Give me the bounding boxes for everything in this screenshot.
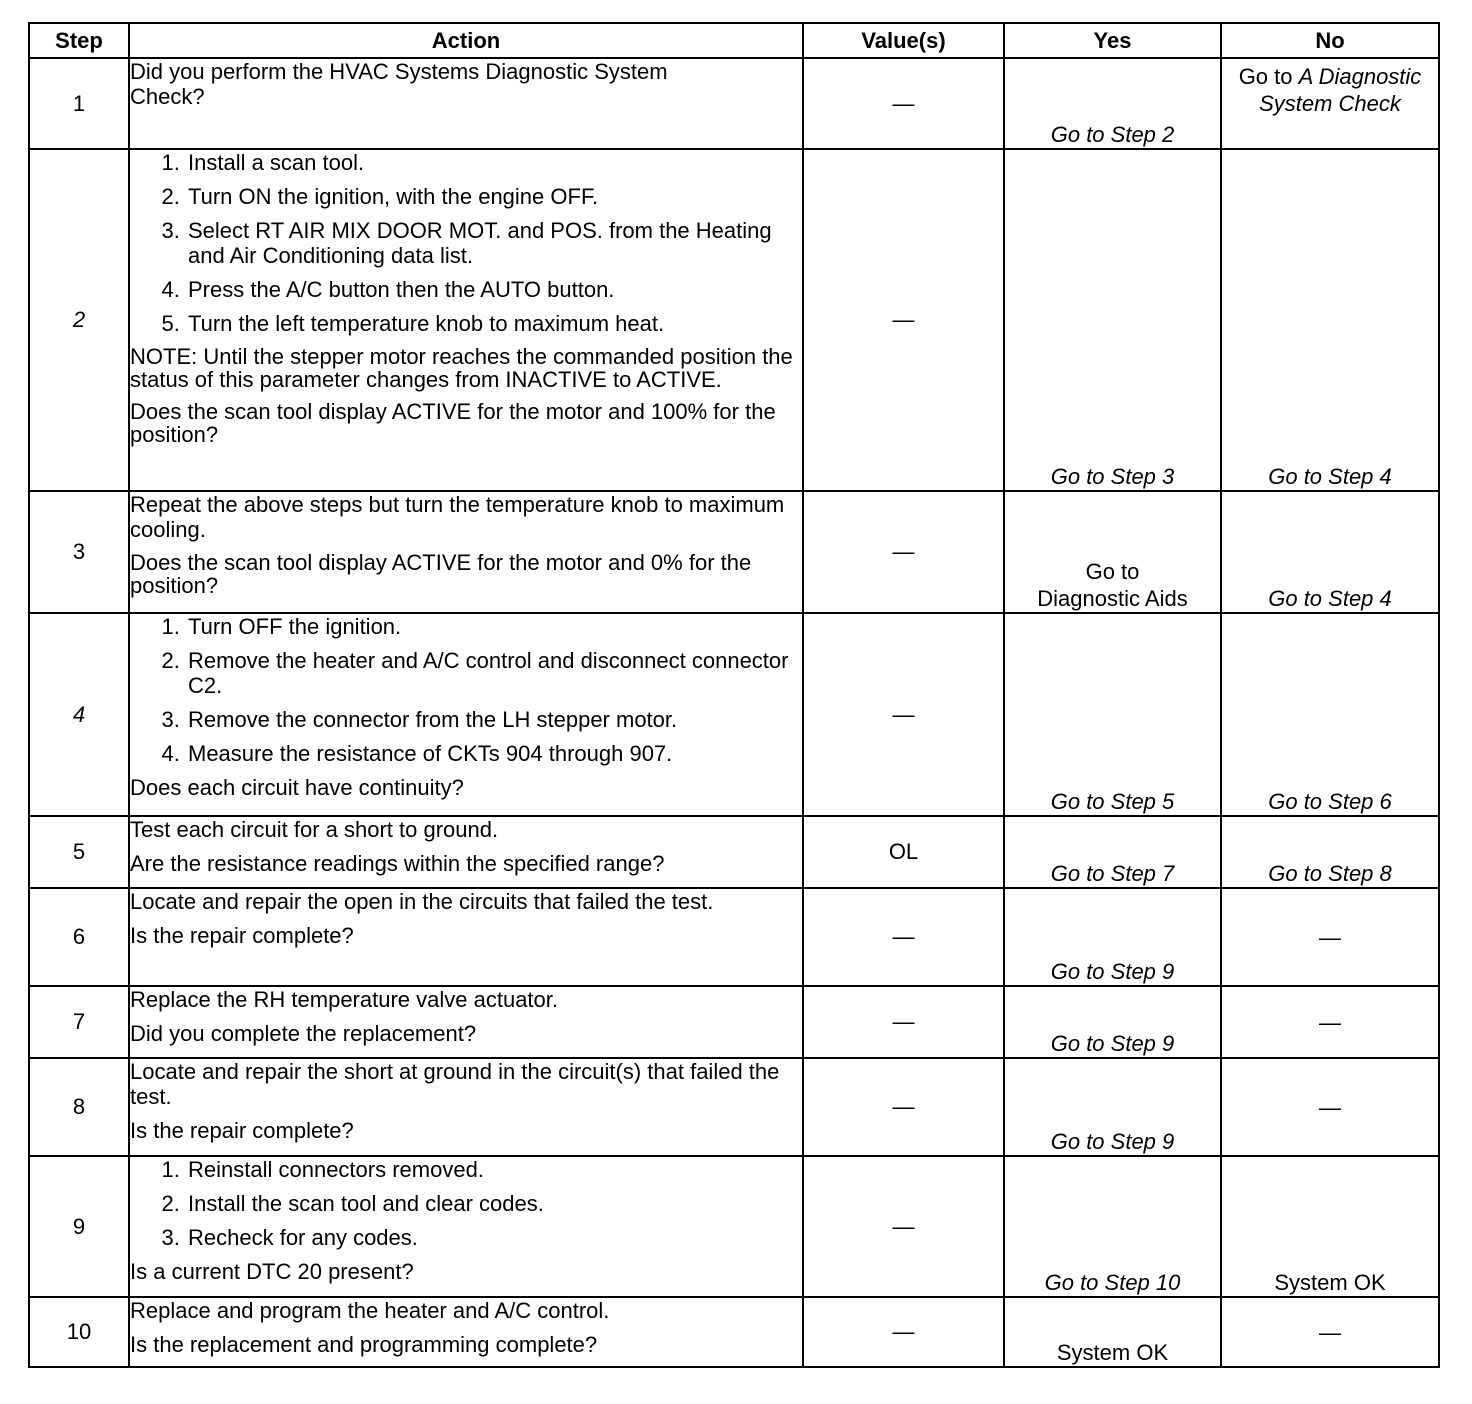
header-step: Step bbox=[29, 23, 129, 58]
yes-cell: Go to Step 5 bbox=[1004, 613, 1221, 816]
action-list bbox=[130, 1157, 802, 1250]
header-row bbox=[29, 23, 1439, 58]
table-row bbox=[29, 491, 1439, 613]
header-values: Value(s) bbox=[803, 23, 1004, 58]
action-text: Test each circuit for a short to ground. bbox=[130, 817, 499, 842]
no-cell: — bbox=[1221, 1058, 1439, 1156]
no-cell: — bbox=[1221, 986, 1439, 1058]
no-cell: System OK bbox=[1221, 1156, 1439, 1297]
yes-cell: Go to Step 2 bbox=[1004, 58, 1221, 149]
step-number: 9 bbox=[29, 1156, 129, 1297]
no-link: A Diagnostic System Check bbox=[1259, 64, 1422, 116]
value-cell: — bbox=[803, 888, 1004, 986]
action-text: Replace and program the heater and A/C control. bbox=[130, 1298, 610, 1323]
table-row bbox=[29, 58, 1439, 149]
yes-line: Diagnostic Aids bbox=[1037, 586, 1188, 611]
table-row bbox=[29, 1058, 1439, 1156]
action-text: Did you perform the HVAC Systems Diagnostic System Check? bbox=[130, 59, 668, 109]
yes-cell: Go to Step 9 bbox=[1004, 986, 1221, 1058]
action-question: Is the repair complete? bbox=[130, 1118, 354, 1143]
value-cell: OL bbox=[803, 816, 1004, 888]
action-text: Replace the RH temperature valve actuator. bbox=[130, 987, 559, 1012]
action-list bbox=[130, 614, 802, 766]
yes-cell: Go to Step 10 bbox=[1004, 1156, 1221, 1297]
yes-line: Go to bbox=[1085, 559, 1140, 584]
step-number: 7 bbox=[29, 986, 129, 1058]
action-note: NOTE: Until the stepper motor reaches the commanded position the status of this parameter changes from INACTIVE to ACTIVE. bbox=[130, 344, 793, 392]
step-number: 6 bbox=[29, 888, 129, 986]
value-cell: — bbox=[803, 149, 1004, 491]
table-row bbox=[29, 816, 1439, 888]
step-number: 4 bbox=[29, 613, 129, 816]
no-prefix: Go to bbox=[1238, 64, 1293, 89]
table-row bbox=[29, 888, 1439, 986]
table-row bbox=[29, 986, 1439, 1058]
no-cell: — bbox=[1221, 1297, 1439, 1367]
list-item: 4. Measure the resistance of CKTs 904 through 907. bbox=[186, 741, 802, 766]
action-text: Locate and repair the open in the circuits that failed the test. bbox=[130, 889, 714, 914]
action-text: Locate and repair the short at ground in the circuit(s) that failed the test. bbox=[130, 1059, 780, 1109]
yes-cell: Go to Step 7 bbox=[1004, 816, 1221, 888]
action-cell bbox=[129, 816, 803, 888]
step-number: 8 bbox=[29, 1058, 129, 1156]
action-cell bbox=[129, 613, 803, 816]
action-text: Repeat the above steps but turn the temperature knob to maximum cooling. bbox=[130, 492, 785, 542]
action-question: Does the scan tool display ACTIVE for the motor and 0% for the position? bbox=[130, 550, 752, 598]
list-item: 2. Turn ON the ignition, with the engine OFF. bbox=[186, 184, 802, 209]
header-yes: Yes bbox=[1004, 23, 1221, 58]
value-cell: — bbox=[803, 1156, 1004, 1297]
yes-cell: Go to Step 9 bbox=[1004, 888, 1221, 986]
action-question: Is the repair complete? bbox=[130, 923, 354, 948]
list-item: 3. Remove the connector from the LH stepper motor. bbox=[186, 707, 802, 732]
action-cell bbox=[129, 1058, 803, 1156]
no-cell: Go to Step 4 bbox=[1221, 149, 1439, 491]
no-cell bbox=[1221, 58, 1439, 149]
action-question: Did you complete the replacement? bbox=[130, 1021, 477, 1046]
action-cell bbox=[129, 888, 803, 986]
header-action: Action bbox=[129, 23, 803, 58]
action-question: Does the scan tool display ACTIVE for the motor and 100% for the position? bbox=[130, 399, 776, 447]
step-number: 2 bbox=[29, 149, 129, 491]
yes-cell: Go to Step 3 bbox=[1004, 149, 1221, 491]
table-row bbox=[29, 613, 1439, 816]
value-cell: — bbox=[803, 613, 1004, 816]
no-cell: — bbox=[1221, 888, 1439, 986]
no-cell: Go to Step 6 bbox=[1221, 613, 1439, 816]
yes-cell: System OK bbox=[1004, 1297, 1221, 1367]
action-list bbox=[130, 150, 802, 336]
step-number: 10 bbox=[29, 1297, 129, 1367]
list-item: 4. Press the A/C button then the AUTO button. bbox=[186, 277, 802, 302]
yes-cell: Go to Step 9 bbox=[1004, 1058, 1221, 1156]
list-item: 1. Install a scan tool. bbox=[186, 150, 802, 175]
list-item: 3. Recheck for any codes. bbox=[186, 1225, 802, 1250]
action-question: Is the replacement and programming complete? bbox=[130, 1332, 598, 1357]
value-cell: — bbox=[803, 1058, 1004, 1156]
table-row bbox=[29, 1297, 1439, 1367]
action-cell bbox=[129, 149, 803, 491]
value-cell: — bbox=[803, 986, 1004, 1058]
action-question: Does each circuit have continuity? bbox=[130, 775, 464, 800]
action-cell bbox=[129, 1297, 803, 1367]
value-cell: — bbox=[803, 58, 1004, 149]
list-item: 1. Turn OFF the ignition. bbox=[186, 614, 802, 639]
no-cell: Go to Step 8 bbox=[1221, 816, 1439, 888]
step-number: 3 bbox=[29, 491, 129, 613]
action-cell bbox=[129, 986, 803, 1058]
header-no: No bbox=[1221, 23, 1439, 58]
action-cell bbox=[129, 1156, 803, 1297]
list-item: 3. Select RT AIR MIX DOOR MOT. and POS. from the Heating and Air Conditioning data list. bbox=[186, 218, 802, 268]
table-row bbox=[29, 149, 1439, 491]
no-cell: Go to Step 4 bbox=[1221, 491, 1439, 613]
action-question: Is a current DTC 20 present? bbox=[130, 1259, 414, 1284]
value-cell: — bbox=[803, 1297, 1004, 1367]
list-item: 2. Install the scan tool and clear codes. bbox=[186, 1191, 802, 1216]
list-item: 5. Turn the left temperature knob to maximum heat. bbox=[186, 311, 802, 336]
yes-cell bbox=[1004, 491, 1221, 613]
action-question: Are the resistance readings within the specified range? bbox=[130, 851, 665, 876]
step-number: 1 bbox=[29, 58, 129, 149]
list-item: 1. Reinstall connectors removed. bbox=[186, 1157, 802, 1182]
diagnostic-table bbox=[28, 22, 1440, 1368]
action-cell bbox=[129, 491, 803, 613]
step-number: 5 bbox=[29, 816, 129, 888]
action-cell bbox=[129, 58, 803, 149]
table-row bbox=[29, 1156, 1439, 1297]
value-cell: — bbox=[803, 491, 1004, 613]
list-item: 2. Remove the heater and A/C control and disconnect connector C2. bbox=[186, 648, 802, 698]
